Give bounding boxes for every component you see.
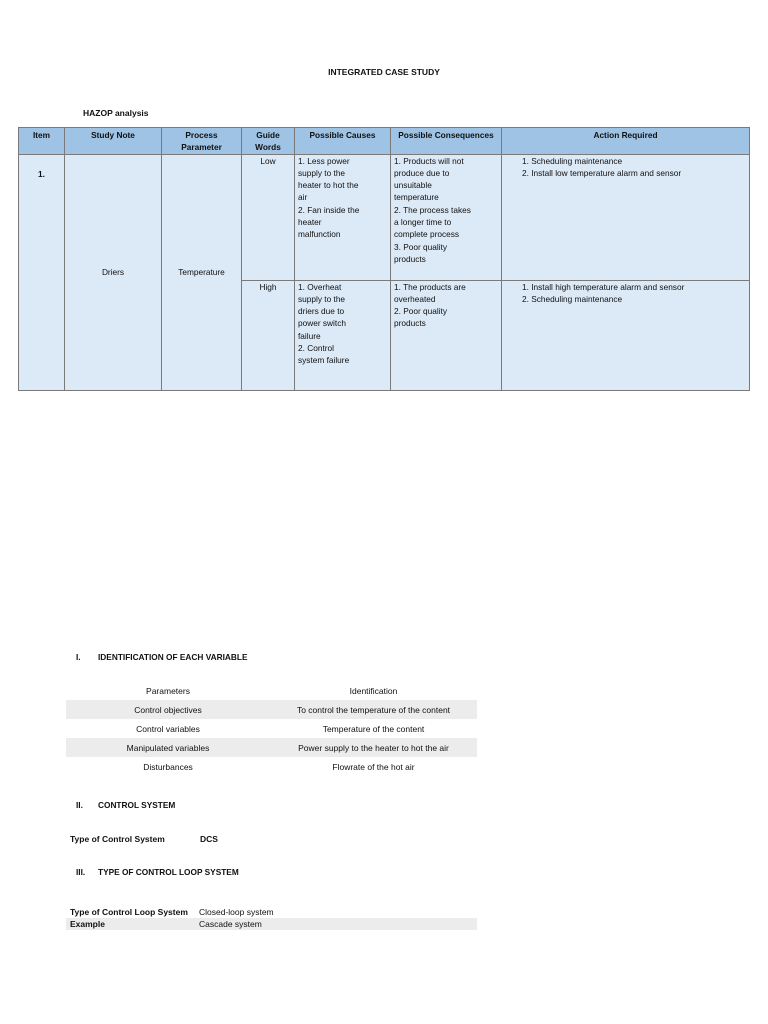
loop-value: Cascade system [199, 919, 262, 929]
section-numeral: I. [76, 652, 81, 662]
parameter-cell: Control objectives [134, 704, 202, 715]
table-row [66, 906, 477, 918]
header-action-required: Action Required [502, 128, 750, 155]
control-system-label: Type of Control System [70, 834, 165, 844]
guide-word-high: High [242, 280, 295, 390]
header-guide-words: Guide Words [242, 128, 295, 155]
parameter-cell: Disturbances [143, 761, 193, 772]
hazop-table [18, 127, 750, 391]
variables-header-row [66, 681, 477, 700]
section-numeral: II. [76, 800, 83, 810]
table-row [19, 154, 750, 280]
section-identification-heading [76, 652, 248, 662]
header-possible-consequences: Possible Consequences [391, 128, 502, 155]
variables-table [66, 681, 477, 776]
causes-high: 1. Overheat supply to the driers due to power switch failure 2. Control system failure [295, 280, 391, 390]
section-title: CONTROL SYSTEM [98, 800, 176, 810]
col-identification: Identification [349, 685, 398, 696]
loop-value: Closed-loop system [199, 907, 274, 917]
loop-label: Type of Control Loop System [70, 907, 188, 917]
control-loop-table [66, 906, 477, 930]
item-number: 1. [19, 154, 65, 390]
actions-high: 1. Install high temperature alarm and sensor 2. Scheduling maintenance [502, 280, 750, 390]
section-control-loop-heading [76, 867, 239, 877]
loop-label: Example [70, 919, 105, 929]
process-parameter-cell: Temperature [162, 154, 242, 390]
identification-cell: Temperature of the content [322, 723, 425, 734]
table-row [66, 918, 477, 930]
table-row [66, 757, 477, 776]
header-study-note: Study Note [65, 128, 162, 155]
section-title: IDENTIFICATION OF EACH VARIABLE [98, 652, 248, 662]
identification-cell: To control the temperature of the content [296, 704, 451, 715]
consequences-low: 1. Products will not produce due to unsuitable temperature 2. The process takes a longer time to complete process 3. Poor quality products [391, 154, 502, 280]
document-title: INTEGRATED CASE STUDY [328, 67, 440, 77]
table-row [66, 719, 477, 738]
hazop-subheading: HAZOP analysis [83, 108, 149, 118]
header-possible-causes: Possible Causes [295, 128, 391, 155]
header-process-parameter: Process Parameter [162, 128, 242, 155]
section-control-system-heading [76, 800, 175, 810]
col-parameters: Parameters [146, 685, 190, 696]
control-system-value: DCS [200, 834, 218, 844]
guide-word-low: Low [242, 154, 295, 280]
section-numeral: III. [76, 867, 86, 877]
study-note-cell: Driers [65, 154, 162, 390]
table-row [66, 738, 477, 757]
parameter-cell: Manipulated variables [126, 742, 210, 753]
parameter-cell: Control variables [136, 723, 200, 734]
consequences-high: 1. The products are overheated 2. Poor quality products [391, 280, 502, 390]
identification-cell: Flowrate of the hot air [332, 761, 415, 772]
hazop-header-row [19, 128, 750, 155]
causes-low: 1. Less power supply to the heater to hot the air 2. Fan inside the heater malfunction [295, 154, 391, 280]
identification-cell: Power supply to the heater to hot the air [298, 742, 449, 753]
section-title: TYPE OF CONTROL LOOP SYSTEM [98, 867, 239, 877]
header-item: Item [19, 128, 65, 155]
table-row [66, 700, 477, 719]
control-system-line [70, 834, 218, 844]
actions-low: 1. Scheduling maintenance 2. Install low temperature alarm and sensor [502, 154, 750, 280]
